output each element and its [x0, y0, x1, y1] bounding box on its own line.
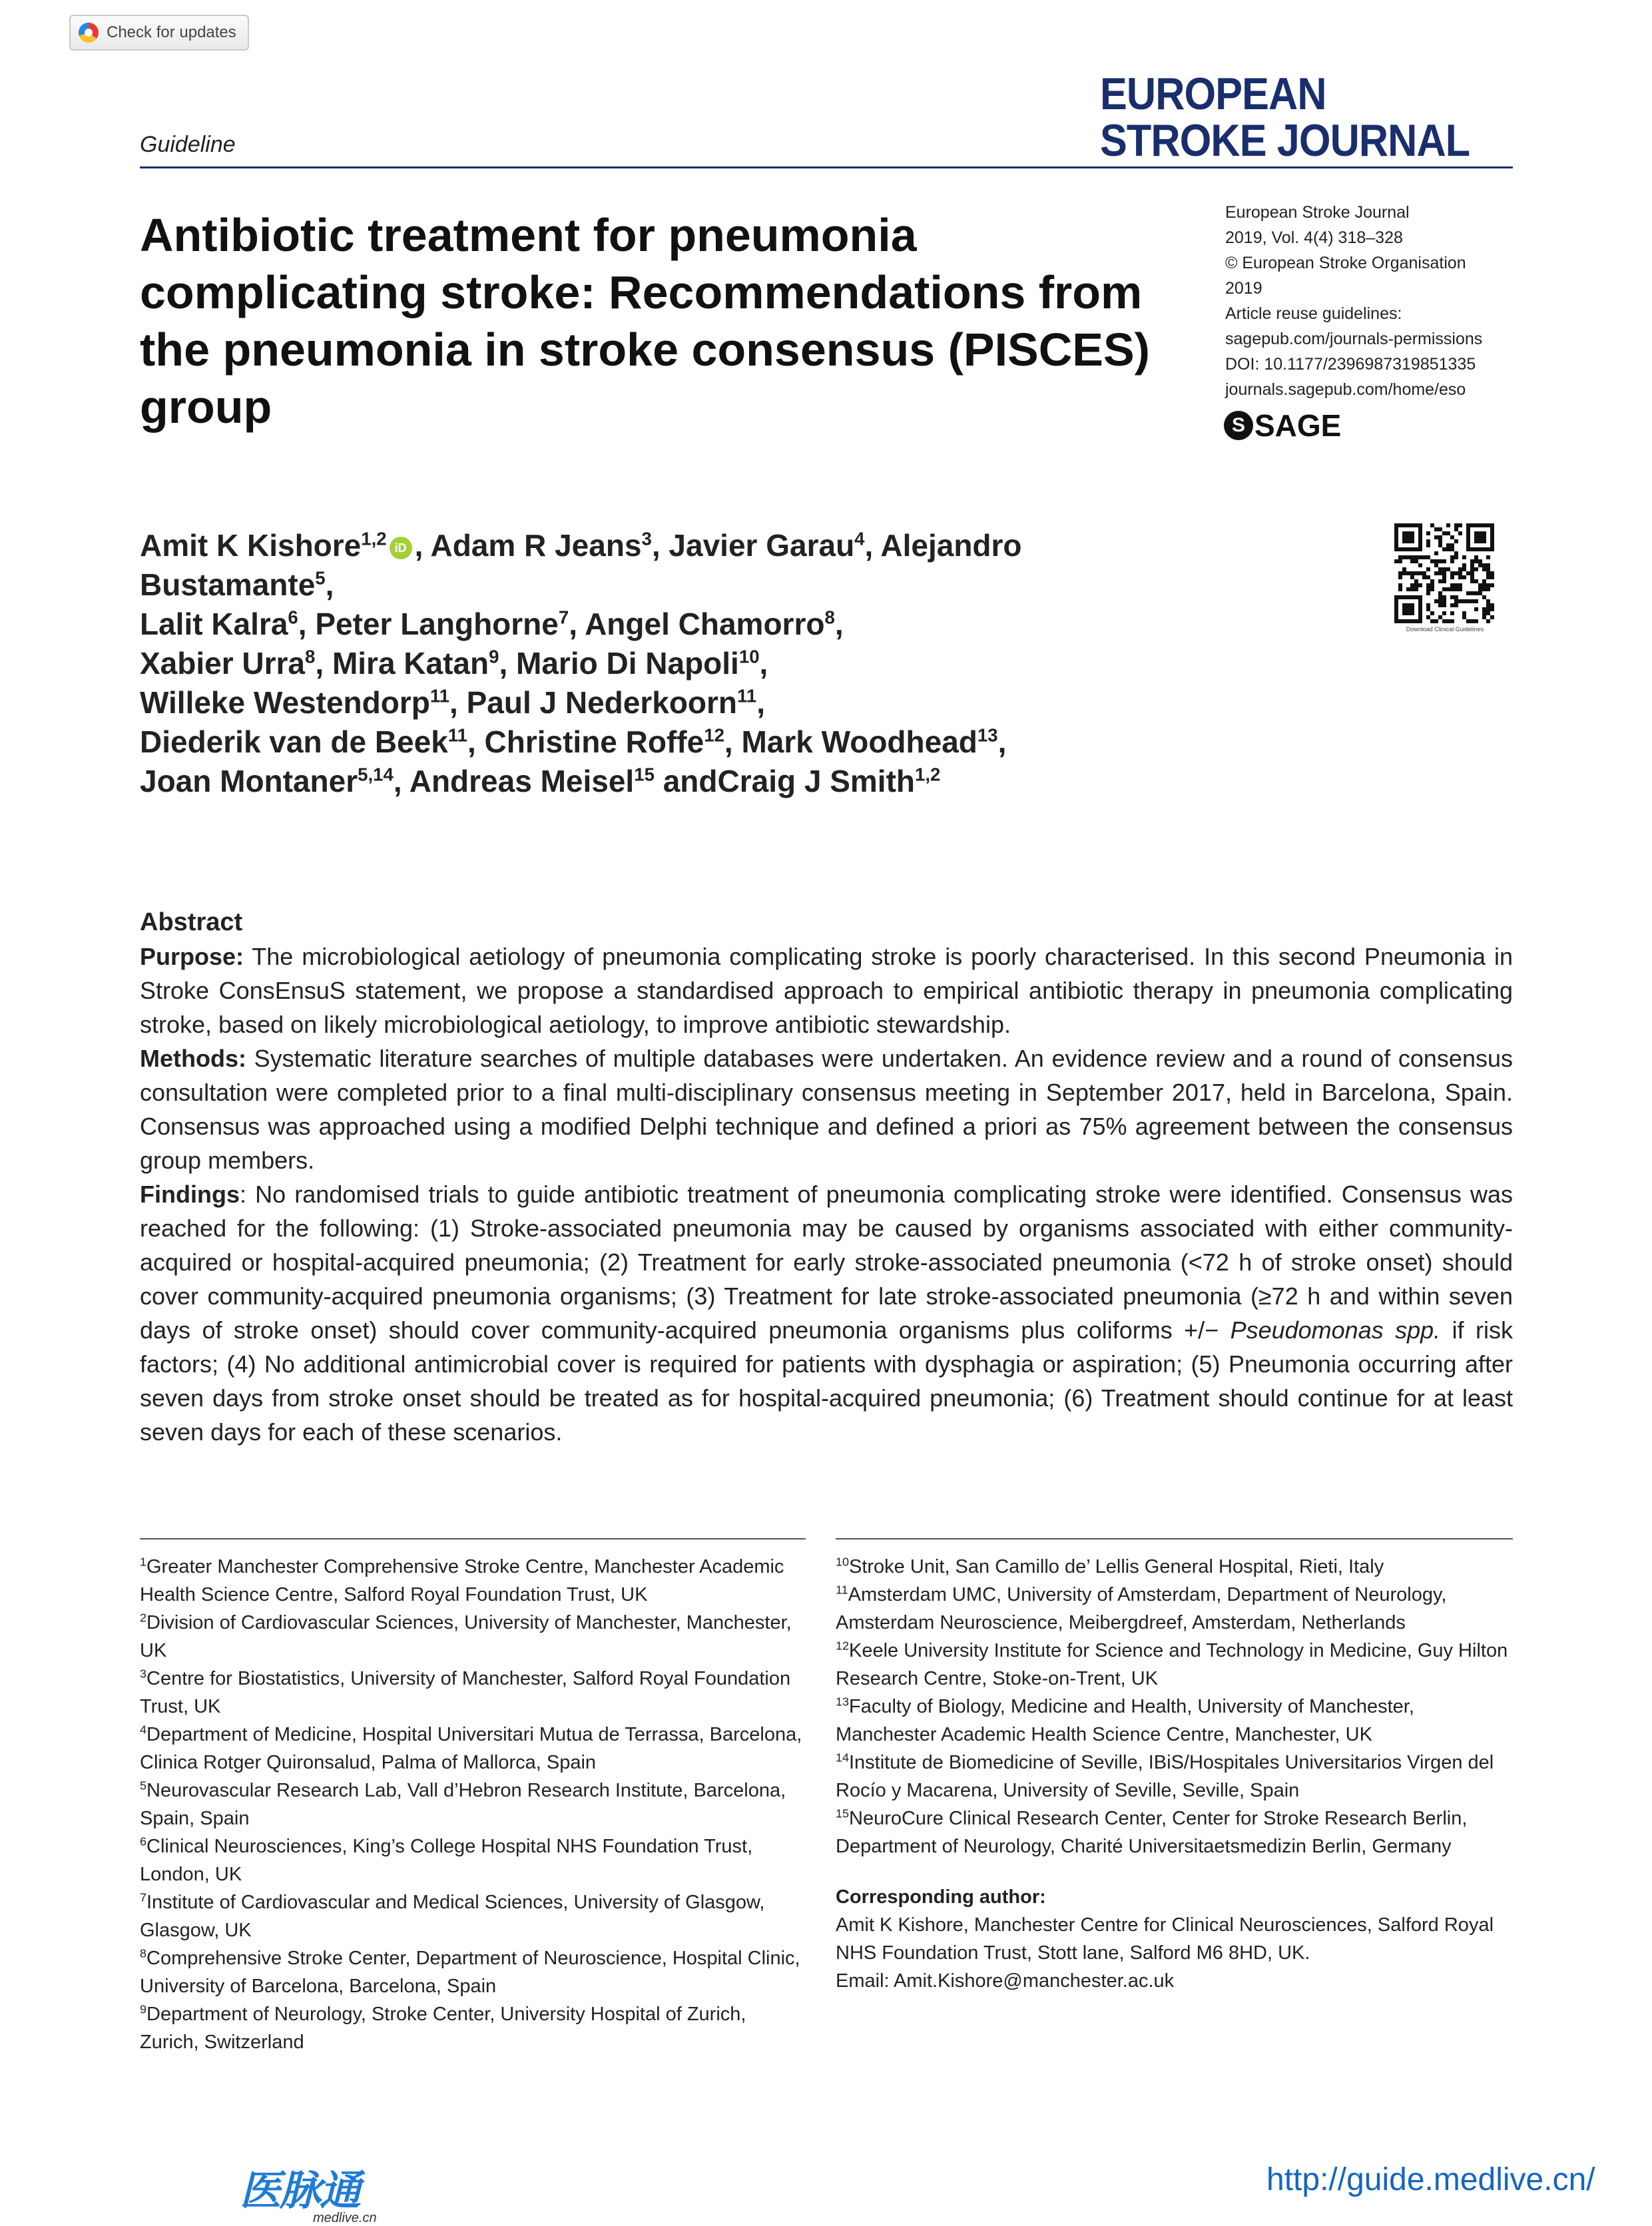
- affiliation-number: 6: [140, 1834, 146, 1848]
- affiliation-number: 1: [140, 1555, 146, 1569]
- affiliation-number: 13: [836, 1695, 849, 1709]
- author-affiliation: 11: [429, 685, 450, 706]
- check-for-updates-button[interactable]: [69, 15, 249, 51]
- author-affiliation: 15: [634, 764, 655, 785]
- affiliation-text: Comprehensive Stroke Center, Department of Neuroscience, Hospital Clinic, University of Barcelona, Barcelona, Spain: [140, 1948, 800, 1997]
- author: [669, 528, 864, 563]
- meta-doi[interactable]: DOI: 10.1177/2396987319851335: [1225, 355, 1476, 374]
- meta-year: 2019: [1225, 279, 1262, 298]
- methods-text: Systematic literature searches of multiple databases were undertaken. An evidence review and a round of consensus consultation were completed prior to a final multi-disciplinary consensus meeting in September 2017, held in Barcelona, Spain. Consensus was approached using a modified Delphi technique and defined a priori as 75% agreement between the consensus group members.: [140, 1045, 1513, 1174]
- affiliation-number: 2: [140, 1611, 146, 1625]
- author-name: Adam R Jeans: [430, 528, 642, 563]
- author: [315, 607, 569, 641]
- abstract-findings: [140, 1177, 1513, 1449]
- author: [717, 764, 940, 798]
- affiliation-number: 5: [140, 1779, 146, 1793]
- author: [467, 685, 757, 720]
- author-affiliation: 1,2: [915, 764, 941, 785]
- author-name: Alejandro Bustamante: [140, 528, 1022, 602]
- author: [140, 607, 298, 641]
- qr-caption: Download Clinical Guidelines: [1406, 626, 1484, 633]
- affiliation-text: Department of Neurology, Stroke Center, University Hospital of Zurich, Zurich, Switzerland: [140, 2004, 746, 2053]
- affiliation-item: [140, 1553, 806, 1609]
- author-affiliation: 5: [315, 567, 326, 589]
- affiliation-text: Stroke Unit, San Camillo de’ Lellis General Hospital, Rieti, Italy: [849, 1556, 1384, 1577]
- sage-logo: [1224, 408, 1341, 443]
- purpose-label: Purpose:: [140, 943, 244, 970]
- author-affiliation: 5,14: [358, 764, 394, 785]
- orcid-icon[interactable]: iD: [390, 537, 412, 559]
- abstract-methods: [140, 1041, 1513, 1177]
- author-affiliation: 3: [641, 528, 652, 549]
- affiliation-number: 3: [140, 1667, 146, 1681]
- author-affiliation: 10: [738, 646, 760, 667]
- medlive-logo: [240, 2157, 377, 2225]
- section-label: Guideline: [140, 132, 236, 157]
- affiliation-number: 14: [836, 1751, 849, 1765]
- affiliation-item: [836, 1805, 1515, 1860]
- footnote-rule-right: [836, 1538, 1513, 1539]
- sage-s-mark: S: [1224, 411, 1253, 440]
- author-affiliation: 7: [558, 607, 569, 628]
- author-affiliation: 8: [824, 607, 835, 628]
- author-name: Andreas Meisel: [409, 764, 635, 798]
- sage-wordmark: SAGE: [1254, 408, 1342, 443]
- affiliation-number: 7: [140, 1890, 146, 1904]
- author: [140, 528, 415, 563]
- findings-text-2: if risk factors; (4) No additional antimicrobial cover is required for patients with dysphagia or aspiration; (5) Pneumonia occurring after seven days from stroke onset should be treated as for hospital-acquired pneumonia; (6) Treatment should continue for at least seven days for each of these scenarios.: [140, 1316, 1513, 1446]
- corresponding-author-address: Amit K Kishore, Manchester Centre for Clinical Neurosciences, Salford Royal NHS Foundation Trust, Stott lane, Salford M6 8HD, UK.: [836, 1914, 1494, 1964]
- author-name: Joan Montaner: [140, 764, 358, 798]
- affiliation-item: [836, 1553, 1515, 1581]
- affiliations-right: [836, 1553, 1515, 1995]
- affiliation-item: [140, 1888, 806, 1944]
- meta-journal-url[interactable]: journals.sagepub.com/home/eso: [1225, 380, 1466, 399]
- author-name: Diederik van de Beek: [140, 724, 448, 759]
- journal-logo: [1100, 71, 1511, 164]
- affiliation-item: [140, 1944, 806, 2000]
- author: [410, 764, 655, 798]
- check-for-updates-label: Check for updates: [107, 23, 236, 41]
- meta-journal: European Stroke Journal: [1225, 203, 1410, 222]
- corresponding-author-email[interactable]: Email: Amit.Kishore@manchester.ac.uk: [836, 1970, 1175, 1992]
- affiliation-number: 9: [140, 2002, 146, 2016]
- journal-logo-str: STR: [1100, 115, 1180, 166]
- affiliation-text: Division of Cardiovascular Sciences, University of Manchester, Manchester, UK: [140, 1612, 792, 1661]
- corresponding-author-heading: Corresponding author:: [836, 1886, 1046, 1908]
- author-affiliation: 4: [854, 528, 865, 549]
- affiliation-item: [836, 1637, 1515, 1693]
- affiliations-right-list: [836, 1553, 1515, 1860]
- affiliation-text: Neurovascular Research Lab, Vall d’Hebron Research Institute, Barcelona, Spain, Spain: [140, 1780, 786, 1829]
- footer-url-link[interactable]: http://guide.medlive.cn/: [1266, 2162, 1595, 2197]
- affiliation-item: [140, 1665, 806, 1721]
- author: [741, 724, 997, 759]
- affiliation-text: Institute of Cardiovascular and Medical Sciences, University of Glasgow, Glasgow, UK: [140, 1892, 765, 1941]
- author-name: Willeke Westendorp: [140, 685, 430, 720]
- affiliation-number: 8: [140, 1946, 146, 1960]
- affiliation-number: 11: [836, 1583, 848, 1597]
- author-name: Peter Langhorne: [315, 607, 559, 641]
- author-affiliation: 1,2: [361, 528, 387, 549]
- methods-label: Methods:: [140, 1045, 246, 1072]
- medlive-logo-mark: 医脉通: [240, 2168, 360, 2214]
- medlive-logo-sub: medlive.cn: [313, 2211, 377, 2225]
- affiliation-text: Keele University Institute for Science and Technology in Medicine, Guy Hilton Research Centre, Stoke-on-Trent, UK: [836, 1640, 1508, 1689]
- findings-text-1: : No randomised trials to guide antibiotic treatment of pneumonia complicating stroke were identified. Consensus was reached for the following: (1) Stroke-associated pneumonia may be caused by organisms associated with either community-acquired or hospital-acquired pneumonia; (2) Treatment for early stroke-associated pneumonia (<72 h of stroke onset) should cover community-acquired pneumonia organisms; (3) Treatment for late stroke-associated pneumonia (≥72 h and within seven days of stroke onset) should cover community-acquired pneumonia organisms plus coliforms +/−: [140, 1181, 1513, 1344]
- author: [140, 724, 467, 759]
- affiliation-number: 15: [836, 1807, 849, 1820]
- author-affiliation: 12: [704, 724, 724, 746]
- affiliation-item: [140, 1832, 806, 1888]
- author-affiliation: 13: [977, 724, 998, 746]
- affiliation-item: [140, 1609, 806, 1665]
- journal-logo-line2: [1100, 117, 1470, 164]
- affiliation-text: NeuroCure Clinical Research Center, Center for Stroke Research Berlin, Department of Neurology, Charité Universitaetsmedizin Berlin, Germany: [836, 1808, 1468, 1857]
- affiliation-text: Faculty of Biology, Medicine and Health, University of Manchester, Manchester Academic Health Science Centre, Manchester, UK: [836, 1696, 1414, 1745]
- author: [140, 764, 394, 798]
- author-name: Mira Katan: [332, 646, 489, 681]
- author-affiliation: 11: [737, 685, 757, 706]
- author-name: Amit K Kishore: [140, 528, 362, 563]
- author: [585, 607, 835, 641]
- author-name: Lalit Kalra: [140, 607, 288, 641]
- affiliation-text: Amsterdam UMC, University of Amsterdam, Department of Neurology, Amsterdam Neuroscience, Meibergdreef, Amsterdam, Netherlands: [836, 1584, 1447, 1633]
- author-list: Amit K Kishore$^{1,2}$ iD , Adam R Jeans$^3$, Javier Garau$^4$, Alejandro Bustamante$^5$, Lalit Kalra$^6$, Peter Langhorne$^7$, Angel Chamorro$^8$, Xabier Urra$^8$, Mira Katan$^9$, Mario Di Napoli$^{10}$, Willeke Westendorp$^{11}$, Paul J Nederkoorn$^{11}$, Diederik van de Beek$^{11}$, Christine Roffe$^{12}$, Mark Woodhead$^{13}$, Joan Montaner$^{5,14}$, Andreas Meisel$^{15}$ andCraig J Smith$^{1,2}$: [140, 528, 1022, 798]
- author: [140, 646, 315, 681]
- article-title: Antibiotic treatment for pneumonia complicating stroke: Recommendations from the pneumonia in stroke consensus (PISCES) group: [140, 209, 1150, 433]
- qr-code-icon[interactable]: [1394, 523, 1494, 623]
- affiliation-text: Centre for Biostatistics, University of Manchester, Salford Royal Foundation Trust, UK: [140, 1668, 791, 1717]
- author: [332, 646, 499, 681]
- abstract-section: [140, 906, 1513, 1449]
- journal-logo-line1: EUROPEAN: [1100, 69, 1326, 119]
- author-name: Xabier Urra: [140, 646, 306, 681]
- affiliation-text: Department of Medicine, Hospital Universitari Mutua de Terrassa, Barcelona, Clinica Rotger Quironsalud, Palma of Mallorca, Spain: [140, 1724, 802, 1773]
- affiliation-number: 12: [836, 1639, 849, 1653]
- journal-logo-o: O: [1179, 115, 1211, 166]
- header-divider: [140, 166, 1513, 168]
- meta-reuse-label: Article reuse guidelines:: [1225, 304, 1402, 323]
- meta-permissions-link[interactable]: sagepub.com/journals-permissions: [1225, 330, 1483, 348]
- affiliation-item: [140, 2000, 806, 2056]
- affiliation-item: [836, 1581, 1515, 1637]
- affiliation-number: 4: [140, 1723, 146, 1737]
- affiliation-text: Greater Manchester Comprehensive Stroke Centre, Manchester Academic Health Science Centre, Salford Royal Foundation Trust, UK: [140, 1556, 784, 1605]
- author-name: Mario Di Napoli: [516, 646, 739, 681]
- affiliation-item: [836, 1693, 1515, 1749]
- author: [516, 646, 760, 681]
- crossmark-icon: [79, 23, 99, 43]
- author-name: Javier Garau: [669, 528, 855, 563]
- findings-label: Findings: [140, 1181, 240, 1208]
- author-name: Craig J Smith: [717, 764, 915, 798]
- author: [485, 724, 724, 759]
- abstract-heading: Abstract: [140, 908, 243, 936]
- affiliation-item: [140, 1721, 806, 1777]
- author: [430, 528, 651, 563]
- meta-copyright: © European Stroke Organisation: [1225, 254, 1466, 272]
- author-affiliation: 11: [447, 724, 467, 746]
- affiliation-item: [836, 1749, 1515, 1805]
- findings-organism: Pseudomonas spp.: [1230, 1316, 1441, 1344]
- author-name: Christine Roffe: [484, 724, 704, 759]
- author: [140, 685, 449, 720]
- journal-logo-rest: KE JOURNAL: [1211, 115, 1470, 166]
- author-affiliation: 9: [489, 646, 499, 667]
- affiliation-item: [140, 1777, 806, 1832]
- author-affiliation: 8: [305, 646, 316, 667]
- author-connector: and: [663, 764, 718, 798]
- meta-volume: 2019, Vol. 4(4) 318–328: [1225, 228, 1403, 247]
- affiliations-left: [140, 1553, 806, 2056]
- author-name: Paul J Nederkoorn: [466, 685, 738, 720]
- purpose-text: The microbiological aetiology of pneumonia complicating stroke is poorly characterised. In this second Pneumonia in Stroke ConsEnsuS statement, we propose a standardised approach to empirical antibiotic therapy in pneumonia complicating stroke, based on likely microbiological aetiology, to improve antibiotic stewardship.: [140, 943, 1513, 1038]
- author-affiliation: 6: [288, 607, 298, 628]
- affiliation-text: Clinical Neurosciences, King’s College Hospital NHS Foundation Trust, London, UK: [140, 1836, 753, 1885]
- article-metadata: [1225, 200, 1518, 402]
- affiliation-number: 10: [836, 1555, 849, 1569]
- abstract-purpose: [140, 940, 1513, 1041]
- footnote-rule-left: [140, 1538, 806, 1539]
- author-name: Angel Chamorro: [585, 607, 825, 641]
- affiliation-text: Institute de Biomedicine of Seville, IBiS/Hospitales Universitarios Virgen del Rocío y Macarena, University of Seville, Seville, Spain: [836, 1752, 1494, 1801]
- author-name: Mark Woodhead: [741, 724, 977, 759]
